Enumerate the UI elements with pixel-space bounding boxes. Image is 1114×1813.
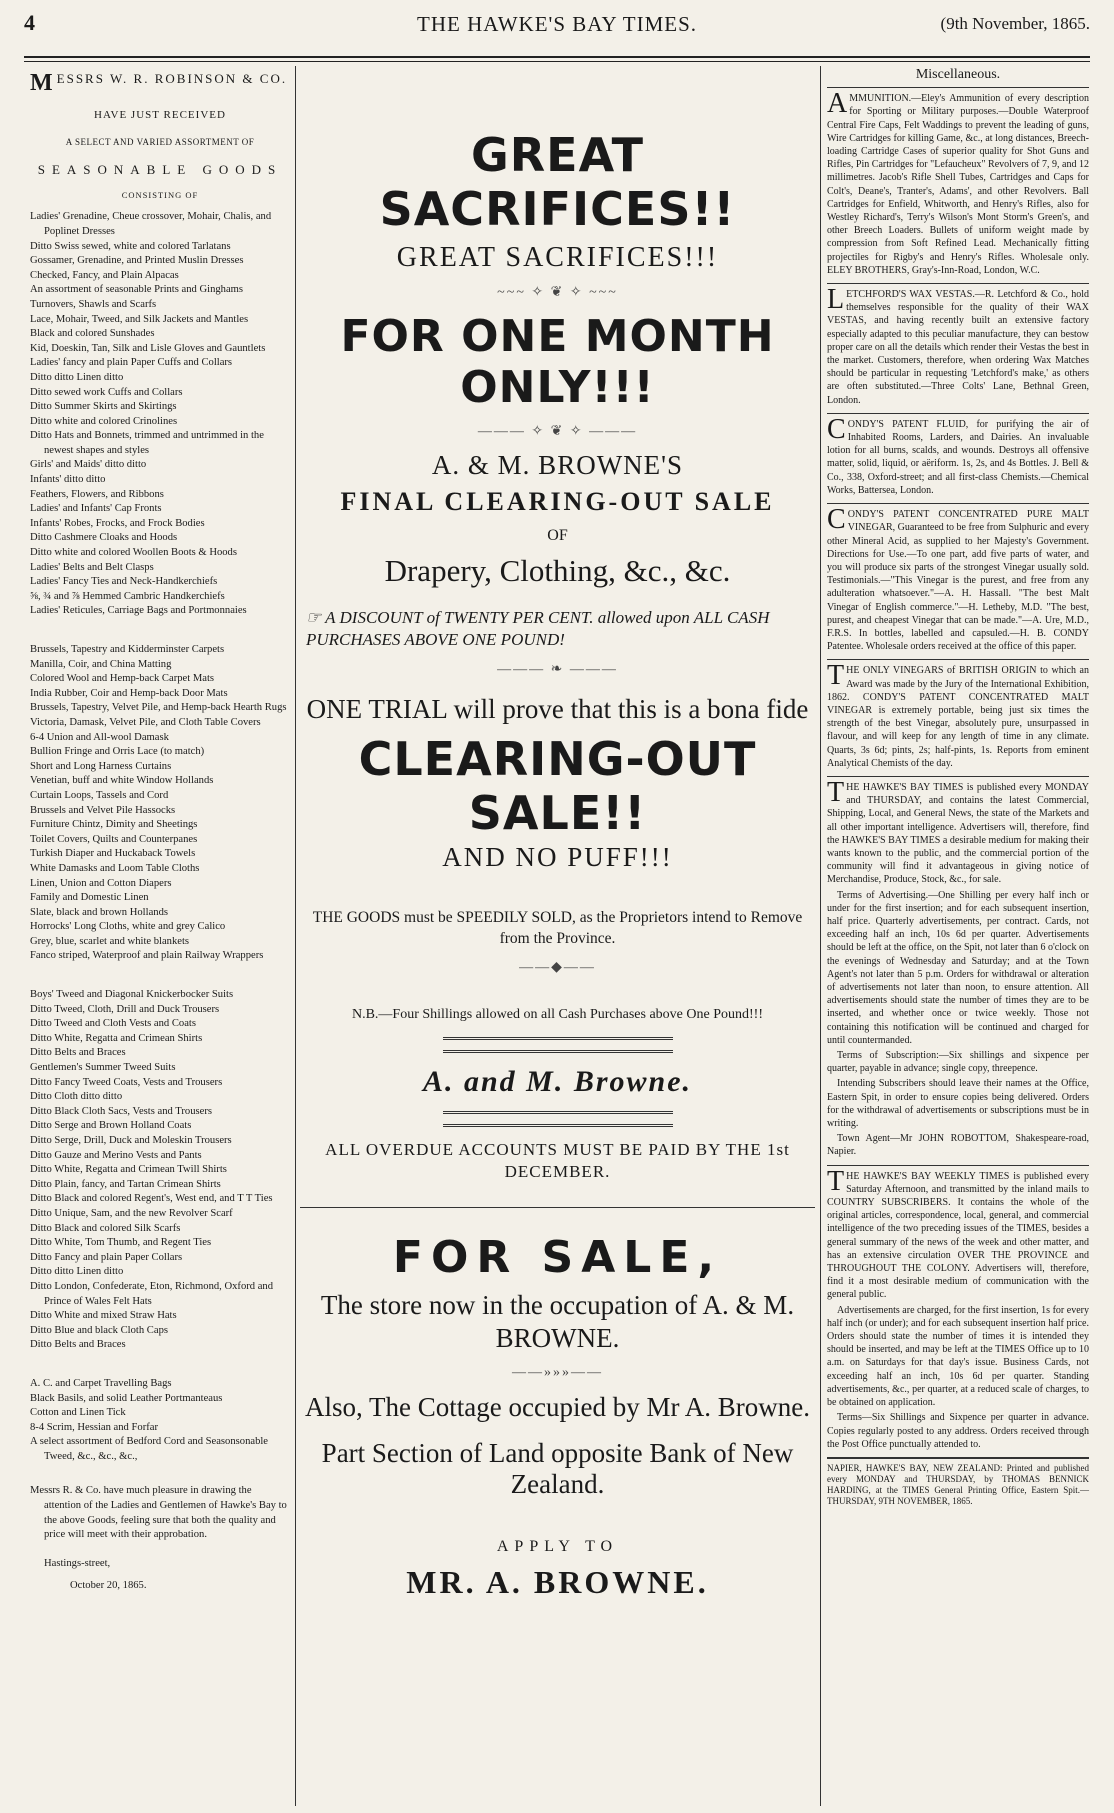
mr-a-browne: MR. A. BROWNE.: [406, 1564, 709, 1600]
apply-to: APPLY TO: [496, 1538, 619, 1555]
list-item: Ditto Fancy Tweed Coats, Vests and Trousers: [30, 1076, 223, 1088]
discount-notice: ☞ A DISCOUNT of TWENTY PER CENT. allowed upon ALL CASH PURCHASES ABOVE ONE POUND!: [306, 608, 770, 649]
for-sale-headline: FOR SALE,: [392, 1232, 723, 1283]
masthead: [24, 8, 1090, 56]
list-item: Furniture Chintz, Dimity and Sheetings: [30, 819, 198, 831]
list-item: Ditto sewed work Cuffs and Collars: [30, 386, 183, 398]
list-item: Ditto Cloth ditto ditto: [30, 1091, 123, 1103]
signature-place: Hastings-street,: [44, 1557, 111, 1569]
land-line: Part Section of Land opposite Bank of New Zealand.: [321, 1438, 794, 1499]
headline-one-month: FOR ONE MONTH ONLY!!!: [340, 311, 775, 413]
hawkes-bay-times-notice: THE HAWKE'S BAY TIMES is published every MONDAY and THURSDAY, and contains the latest Commercial, Shipping, Local, and General News, the state of the Markets and all other important intelligence. Advertisers will, therefore, find the HAWKE'S BAY TIMES a desirable medium for making their wants known to the public, and the commercial portion of the community will find it advantageous in giving notice of Merchandise, Produce, Stock, &c., for sale. Terms of Advertising.—One Shilling per every half inch or under for the first insertion; and for each subsequent insertion, half price. Quarterly advertisements, per contract. Cards, not exceeding half an inch, 10s 6d per quarter. Advertisements should be left at the office, on the Spit, not later than 6 o'clock on the evenings of Wednesday and Saturday; and at the Town Agent's not later than 5 p.m. Orders for withdrawal or alteration of advertisements not later than noon, to ensure attention. All advertisements should state the number of times they are to be inserted, and whether once or twice weekly. Those not containing this notification will be continued and charged for until countermanded. Terms of Subscription:—Six shillings and sixpence per quarter, payable in advance; single copy, threepence. Intending Subscribers should leave their names at the Office, Eastern Spit, in order to ensure copies being delivered. Orders for the withdrawal of advertisements or subscriptions must be in writing. Town Agent—Mr JOHN ROBOTTOM, Shakespeare-road, Napier.: [827, 776, 1089, 1158]
one-trial: ONE TRIAL will prove that this is a bona fide: [306, 694, 809, 724]
list-item: Ditto ditto Linen ditto: [30, 371, 124, 383]
list-item: Ditto Belts and Braces: [30, 1339, 126, 1351]
ornament-divider: ~~~ ✧ ❦ ✧ ~~~: [497, 285, 618, 300]
miscellaneous-column: [827, 68, 1089, 1507]
seasonable-goods: SEASONABLE GOODS: [37, 162, 283, 178]
list-item: Family and Domestic Linen: [30, 892, 149, 904]
goods-list-mens: [30, 988, 290, 1353]
goods-speedily-sold: THE GOODS must be SPEEDILY SOLD, as the Proprietors intend to Remove from the Province.: [312, 909, 803, 947]
column-divider-left: [295, 66, 296, 1806]
no-puff: AND NO PUFF!!!: [442, 842, 673, 872]
weekly-times-notice: THE HAWKE'S BAY WEEKLY TIMES is published every Saturday Afternoon, and transmitted by the inland mails to COUNTRY SUBSCRIBERS. It contains the whole of the original articles, correspondence, local, general, and commercial intelligence of the two preceding issues of the TIMES, besides a general summary of the news of the week and other matter, and has an extensive circulation OVER THE PROVINCE and THROUGHOUT THE COLONY. Advertisers will, therefore, find it a most desirable medium of communication with the general public. Advertisements are charged, for the first insertion, 1s for every half inch (or under); and for each subsequent insertion half price. Orders should state the number of times it is intended they should be inserted, and may be left at the TIMES Office up to 10 a.m. on Saturdays for that day's issue. Business Cards, not exceeding half an inch, 10s 6d per quarter. Standing advertisements, &c., per quarter, at a reduced scale of charges, to be obtained on application. Terms—Six Shillings and Sixpence per quarter in advance. Copies regularly posted to any address. Orders received through the Post Office punctually attended to.: [827, 1165, 1089, 1450]
list-item: Infants' ditto ditto: [30, 474, 106, 486]
list-item: Black Basils, and solid Leather Portmanteaus: [30, 1392, 223, 1404]
list-item: Black and colored Sunshades: [30, 328, 155, 340]
list-item: Ditto Black Cloth Sacs, Vests and Trousers: [30, 1105, 212, 1117]
assortment-line: A SELECT AND VARIED ASSORTMENT OF: [65, 136, 255, 147]
masthead-rule: [24, 56, 1090, 58]
headline-great-sacrifices: GREAT SACRIFICES!!: [379, 128, 736, 236]
list-item: Ditto Summer Skirts and Skirtings: [30, 401, 177, 413]
list-item: An assortment of seasonable Prints and Ginghams: [30, 284, 244, 296]
ornament-divider: ——— ❧ ———: [497, 662, 618, 677]
final-clearing-sale: FINAL CLEARING-OUT SALE: [340, 487, 775, 516]
list-item: Ditto White, Regatta and Crimean Twill Shirts: [30, 1164, 227, 1176]
list-item: Brussels, Tapestry and Kidderminster Carpets: [30, 644, 225, 655]
list-item: White Damasks and Loom Table Cloths: [30, 862, 200, 874]
list-item: Linen, Union and Cotton Diapers: [30, 877, 172, 889]
issue-date: (9th November, 1865.: [940, 14, 1090, 33]
list-item: Cotton and Linen Tick: [30, 1407, 126, 1419]
list-item: Lace, Mohair, Tweed, and Silk Jackets and Mantles: [30, 313, 249, 325]
goods-list-travel: [30, 1377, 290, 1465]
consisting-of: CONSISTING OF: [121, 189, 199, 200]
list-item: Ditto white and colored Woollen Boots & Hoods: [30, 547, 237, 559]
list-item: Ditto Swiss sewed, white and colored Tarlatans: [30, 240, 231, 252]
list-item: Ditto Tweed and Cloth Vests and Coats: [30, 1018, 197, 1030]
list-item: Fanco striped, Waterproof and plain Railway Wrappers: [30, 950, 264, 962]
have-received: HAVE JUST RECEIVED: [94, 109, 226, 121]
list-item: A. C. and Carpet Travelling Bags: [30, 1377, 172, 1389]
column-divider-right: [820, 66, 821, 1806]
list-item: Ditto Gauze and Merino Vests and Pants: [30, 1149, 202, 1161]
list-item: Brussels, Tapestry, Velvet Pile, and Hemp-back Hearth Rugs: [30, 702, 287, 714]
cottage-line: Also, The Cottage occupied by Mr A. Browne.: [305, 1392, 810, 1422]
list-item: Ladies' Grenadine, Cheue crossover, Mohair, Chalis, and Poplinet Dresses: [30, 211, 272, 237]
list-item: Turnovers, Shawls and Scarfs: [30, 298, 157, 310]
list-item: Curtain Loops, Tassels and Cord: [30, 789, 169, 801]
list-item: 6-4 Union and All-wool Damask: [30, 731, 169, 743]
list-item: Boys' Tweed and Diagonal Knickerbocker Suits: [30, 989, 234, 1001]
list-item: Ditto Black and colored Silk Scarfs: [30, 1222, 181, 1234]
list-item: Ladies' Fancy Ties and Neck-Handkerchiefs: [30, 576, 218, 588]
list-item: Manilla, Coir, and China Matting: [30, 658, 172, 670]
ornament-divider: ——— ✧ ❦ ✧ ———: [477, 424, 638, 439]
list-item: A select assortment of Bedford Cord and Seasonsonable Tweed, &c., &c., &c.,: [30, 1436, 269, 1462]
list-item: Ditto white and colored Crinolines: [30, 415, 178, 427]
list-item: Ditto White, Tom Thumb, and Regent Ties: [30, 1237, 212, 1249]
list-item: 8-4 Scrim, Hessian and Forfar: [30, 1421, 158, 1433]
page-number: 4: [24, 10, 35, 35]
column-heading: Miscellaneous.: [915, 67, 1001, 82]
list-item: Ditto White and mixed Straw Hats: [30, 1310, 177, 1322]
list-item: Ditto Unique, Sam, and the new Revolver Scarf: [30, 1207, 233, 1219]
list-item: Brussels and Velvet Pile Hassocks: [30, 804, 176, 816]
list-item: Colored Wool and Hemp-back Carpet Mats: [30, 673, 215, 685]
list-item: Ditto White, Regatta and Crimean Shirts: [30, 1032, 203, 1044]
list-item: Toilet Covers, Quilts and Counterpanes: [30, 833, 198, 845]
list-item: Checked, Fancy, and Plain Alpacas: [30, 269, 179, 281]
list-item: Victoria, Damask, Velvet Pile, and Cloth Table Covers: [30, 716, 261, 728]
condy-vinegar-advert: CONDY'S PATENT CONCENTRATED PURE MALT VINEGAR, Guaranteed to be free from Sulphuric and every other Mineral Acid, as supplied to her Majesty's Government. Directions for Use.—To one part, add five parts of water, and you will produce six parts of the strongest Vinegar usually sold. Testimonials.—"This Vinegar is the purest, and free from any adulteration whatsoever."—A. H. Hassall. "The best Malt Vinegar of English commerce."—H. Letheby, M.D. "The best, purest, and cheapest Vinegar that can be made."—A. Ure, M.D., F.R.S. In bottles, labelled and capsuled.—H. B. CONDY Patentee. Wholesale orders received at the office of this paper.: [827, 504, 1089, 653]
list-item: Ditto Serge, Drill, Duck and Moleskin Trousers: [30, 1135, 232, 1146]
ornament-divider: ——»»»——: [512, 1365, 603, 1380]
overdue-accounts: ALL OVERDUE ACCOUNTS MUST BE PAID BY THE 1st DECEMBER.: [325, 1140, 790, 1181]
only-vinegars-advert: THE ONLY VINEGARS of BRITISH ORIGIN to which an Award was made by the Jury of the International Exhibition, 1862. CONDY'S PATENT CONCENTRATED MALT VINEGAR is extremely portable, being just six times the strength of the best Vinegar, absolutely pure, unsurpassed in flavour, and will keep for any length of time in any climate. Quarts, 3s 6d; pints, 2s; half-pints, 1s. Reports from eminent Analytical Chemists of the day.: [827, 660, 1089, 769]
list-item: Infants' Robes, Frocks, and Frock Bodies: [30, 517, 205, 529]
nb-notice: N.B.—Four Shillings allowed on all Cash Purchases above One Pound!!!: [351, 1007, 763, 1022]
list-item: Ditto Plain, fancy, and Tartan Crimean Shirts: [30, 1178, 221, 1190]
closing-note: Messrs R. & Co. have much pleasure in drawing the attention of the Ladies and Gentlemen of Hawke's Bay to the above Goods, feeling sure that both the quality and price will meet with their approbation.: [30, 1485, 287, 1541]
ornament-divider: ——◆——: [519, 960, 596, 975]
list-item: Ditto Cashmere Cloaks and Hoods: [30, 532, 178, 544]
list-item: Turkish Diaper and Huckaback Towels: [30, 848, 196, 860]
section-rule: [300, 1207, 815, 1208]
list-item: India Rubber, Coir and Hemp-back Door Mats: [30, 687, 228, 699]
imprint: NAPIER, HAWKE'S BAY, NEW ZEALAND: Printed and published every MONDAY and THURSDAY, by THOMAS BENNICK HARDING, at the TIMES General Printing Office, Eastern Spit.—THURSDAY, 9TH NOVEMBER, 1865.: [827, 1457, 1089, 1507]
list-item: Venetian, buff and white Window Hollands: [30, 775, 214, 787]
list-item: Ditto Tweed, Cloth, Drill and Duck Trousers: [30, 1003, 220, 1015]
list-item: ⅝, ¾ and ⅞ Hemmed Cambric Handkerchiefs: [30, 590, 225, 602]
masthead-rule-thin: [24, 61, 1090, 62]
letchford-advert: LETCHFORD'S WAX VESTAS.—R. Letchford & Co., hold themselves responsible for the quality of their WAX VESTAS, and having recently built an extensive factory especially adapted to this peculiar manufacture, they can bestow proper care on all the details which render their Vestas the best in the market. Customers, therefore, when ordering Wax Matches should be particular in requesting 'Letchford's make,' as others are often substituted.—Three Colts' Lane, Bethnal Green, London.: [827, 284, 1089, 406]
signature-browne: A. and M. Browne.: [422, 1065, 693, 1098]
list-item: Ladies' fancy and plain Paper Cuffs and Collars: [30, 357, 233, 369]
subhead-great-sacrifices: GREAT SACRIFICES!!!: [396, 242, 719, 273]
robinson-advert: [30, 68, 290, 1594]
list-item: Ditto London, Confederate, Eton, Richmond, Oxford and Prince of Wales Felt Hats: [30, 1280, 274, 1307]
list-item: Short and Long Harness Curtains: [30, 760, 172, 772]
condy-fluid-advert: CONDY'S PATENT FLUID, for purifying the air of Inhabited Rooms, Larders, and Dairies. An invaluable lotion for all burns, scalds, and wounds. Destroys all offensive matter, solid, liquid, or aëriform. 1s, 2s, and 4s Bottles. J. Bell & Co., 338, Oxford-street; and all first-class Chemists.—Chemical Works, Battersea, London.: [827, 413, 1089, 496]
list-item: Ladies' Reticules, Carriage Bags and Portmonnaies: [30, 605, 247, 617]
list-item: Horrocks' Long Cloths, white and grey Calico: [30, 921, 226, 933]
list-item: Feathers, Flowers, and Ribbons: [30, 488, 164, 500]
browne-advert: [300, 68, 815, 1601]
list-item: Ladies' Belts and Belt Clasps: [30, 561, 154, 573]
list-item: Ditto Belts and Braces: [30, 1047, 126, 1059]
list-item: Girls' and Maids' ditto ditto: [30, 459, 147, 471]
list-item: Ditto Black and colored Regent's, West end, and T T Ties: [30, 1193, 273, 1205]
list-item: Ditto Blue and black Cloth Caps: [30, 1324, 168, 1336]
store-line: The store now in the occupation of A. & M. BROWNE.: [320, 1290, 795, 1353]
of-label: OF: [547, 527, 568, 544]
goods-list-ladies: [30, 210, 290, 619]
list-item: Gentlemen's Summer Tweed Suits: [30, 1062, 176, 1074]
ammunition-advert: AMMUNITION.—Eley's Ammunition of every description for Sporting or Military purposes.—Double Waterproof Central Fire Caps, Felt Waddings to prevent the leading of guns, Wire Cartridges for killing Game, &c., at long distances, Breech-loading Cartridge Cases of superior quality for Shot Guns and Rifles, Pin Cartridges for "Lefaucheux" Revolvers of 7, 9, and 12 millimetres. Jacob's Rifle Shell Tubes, Cartridges and Caps for Colt's, Deane's, Tranter's, Adams', and other Revolvers. Ball Cartridges for Enfield, Whitworth, and Henry's Rifles, also for Westley Richard's, Terry's Wilson's Mont Storm's Green's, and other Breech Loaders. Bullets of uniform weight made by compression from Soft Refined Lead. Mechanically fitting projectiles for Rigby's and Henry's Rifles. Wholesale only. ELEY BROTHERS, Gray's-Inn-Road, London, W.C.: [827, 88, 1089, 276]
ornamental-bar: [443, 1037, 673, 1053]
firm-name: MESSRS W. R. ROBINSON & CO.: [30, 70, 288, 96]
ornamental-bar: [443, 1111, 673, 1127]
list-item: Ladies' and Infants' Cap Fronts: [30, 503, 162, 515]
list-item: Ditto Serge and Brown Holland Coats: [30, 1120, 192, 1132]
list-item: Grey, blue, scarlet and white blankets: [30, 935, 190, 947]
headline-clearing-out: CLEARING-OUT SALE!!: [358, 732, 757, 840]
goods-list-household: [30, 643, 290, 964]
drapery-line: Drapery, Clothing, &c., &c.: [384, 553, 731, 588]
list-item: Bullion Fringe and Orris Lace (to match): [30, 746, 205, 758]
am-brownes: A. & M. BROWNE'S: [431, 450, 684, 480]
list-item: Ditto Hats and Bonnets, trimmed and untrimmed in the newest shapes and styles: [30, 430, 264, 456]
list-item: Slate, black and brown Hollands: [30, 906, 168, 918]
list-item: Ditto Fancy and plain Paper Collars: [30, 1251, 183, 1263]
list-item: Gossamer, Grenadine, and Printed Muslin Dresses: [30, 255, 244, 267]
list-item: Kid, Doeskin, Tan, Silk and Lisle Gloves and Gauntlets: [30, 342, 266, 354]
list-item: Ditto ditto Linen ditto: [30, 1266, 124, 1278]
newspaper-title: THE HAWKE'S BAY TIMES.: [417, 12, 697, 36]
signature-date: October 20, 1865.: [70, 1580, 147, 1592]
